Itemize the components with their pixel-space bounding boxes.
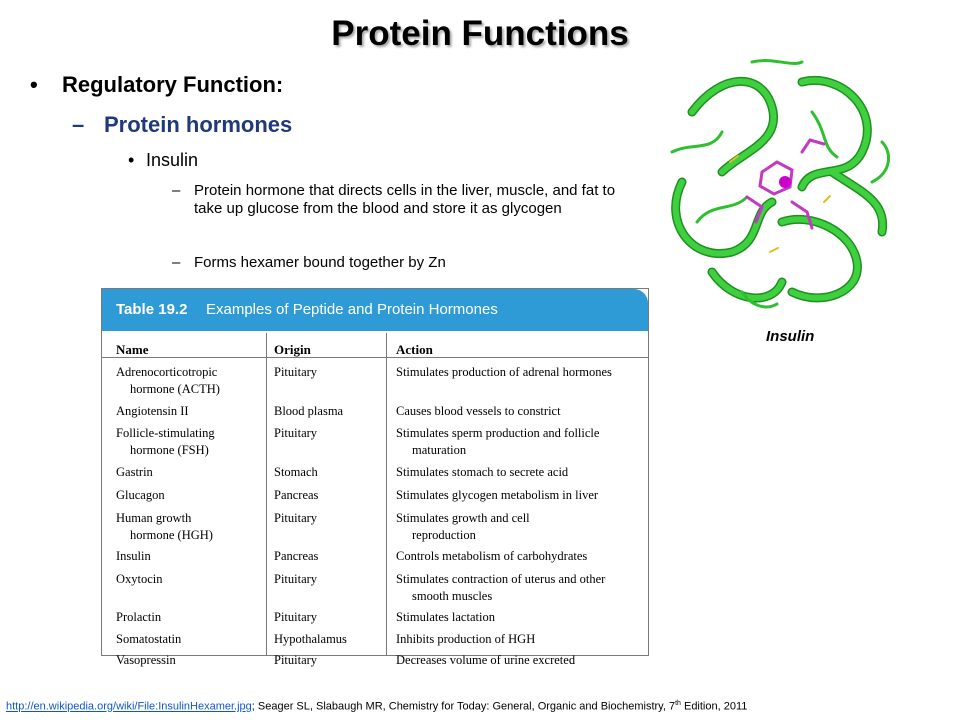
table-cell-name: Vasopressin <box>116 653 176 667</box>
table-cell-name: Oxytocin <box>116 572 163 586</box>
bullet-dash-icon: – <box>72 112 85 137</box>
table-cell-action: Causes blood vessels to constrict <box>396 404 561 418</box>
table-cell-name: Somatostatin <box>116 632 182 646</box>
bullet-text: Protein hormones <box>104 112 293 137</box>
table-cell-action: Stimulates sperm production and follicle <box>396 426 600 440</box>
citation-text: ; Seager SL, Slabaugh MR, Chemistry for Today: General, Organic and Biochemistry, 7 <box>251 700 676 713</box>
table-cell-name: Glucagon <box>116 488 165 502</box>
column-header-name: Name <box>116 342 149 357</box>
table-header-bar <box>102 289 648 331</box>
footer-citation <box>6 700 747 713</box>
table-cell-name: Prolactin <box>116 610 162 624</box>
column-divider <box>266 333 267 655</box>
image-caption: Insulin <box>766 328 815 345</box>
insulin-hexamer-image <box>652 52 900 314</box>
table-cell-origin: Pancreas <box>274 549 319 563</box>
column-divider <box>386 333 387 655</box>
bullet-text: Regulatory Function: <box>62 72 284 97</box>
hormone-table <box>101 288 649 667</box>
table-cell-origin: Pancreas <box>274 488 319 502</box>
table-cell-origin: Hypothalamus <box>274 632 347 646</box>
column-header-origin: Origin <box>274 342 311 357</box>
table-cell-origin: Blood plasma <box>274 404 344 418</box>
table-cell-action: Controls metabolism of carbohydrates <box>396 549 588 563</box>
table-cell-action: Stimulates glycogen metabolism in liver <box>396 488 599 502</box>
table-cell-name: Adrenocorticotropic <box>116 365 218 379</box>
table-cell-origin: Pituitary <box>274 572 318 586</box>
table-cell-action: Stimulates contraction of uterus and other <box>396 572 606 586</box>
table-number: Table 19.2 <box>116 301 188 318</box>
table-cell-origin: Pituitary <box>274 426 318 440</box>
table-cell-action: maturation <box>412 443 467 457</box>
column-header-action: Action <box>396 342 433 357</box>
table-cell-action: Stimulates growth and cell <box>396 511 530 525</box>
table-cell-action: reproduction <box>412 528 476 542</box>
table-cell-name: Angiotensin II <box>116 404 189 418</box>
table-body <box>102 333 648 667</box>
header-divider <box>102 357 648 358</box>
slide-title: Protein Functions <box>331 14 629 53</box>
table-cell-name: Human growth <box>116 511 192 525</box>
citation-superscript: th <box>675 700 681 707</box>
table-cell-name: Follicle-stimulating <box>116 426 215 440</box>
bullet-dot-icon: • <box>30 72 38 97</box>
table-cell-action: Stimulates production of adrenal hormones <box>396 365 612 379</box>
bullet-dash-icon: – <box>172 182 181 199</box>
table-caption: Examples of Peptide and Protein Hormones <box>206 301 498 318</box>
bullet-text: Protein hormone that directs cells in the liver, muscle, and fat to take up glucose from the blood and store it as glycogen <box>194 182 616 217</box>
citation-text-end: Edition, 2011 <box>680 700 748 713</box>
table-cell-action: Inhibits production of HGH <box>396 632 536 646</box>
table-cell-origin: Pituitary <box>274 653 318 667</box>
table-cell-name: hormone (FSH) <box>130 443 209 457</box>
bullet-dash-icon: – <box>172 254 181 271</box>
bullet-text: Forms hexamer bound together by Zn <box>194 254 446 271</box>
bullet-dot-icon: • <box>128 150 135 170</box>
bullet-text: Insulin <box>146 150 199 170</box>
table-cell-action: smooth muscles <box>412 589 493 603</box>
table-cell-name: hormone (ACTH) <box>130 382 220 396</box>
table-cell-action: Stimulates stomach to secrete acid <box>396 465 569 479</box>
table-cell-origin: Pituitary <box>274 365 318 379</box>
table-cell-origin: Pituitary <box>274 511 318 525</box>
table-cell-name: hormone (HGH) <box>130 528 213 542</box>
table-cell-origin: Pituitary <box>274 610 318 624</box>
table-cell-action: Stimulates lactation <box>396 610 495 624</box>
table-cell-origin: Stomach <box>274 465 318 479</box>
table-cell-action: Decreases volume of urine excreted <box>396 653 576 667</box>
source-link[interactable]: http://en.wikipedia.org/wiki/File:InsulinHexamer.jpg <box>6 700 252 713</box>
table-cell-name: Insulin <box>116 549 151 563</box>
table-cell-name: Gastrin <box>116 465 153 479</box>
